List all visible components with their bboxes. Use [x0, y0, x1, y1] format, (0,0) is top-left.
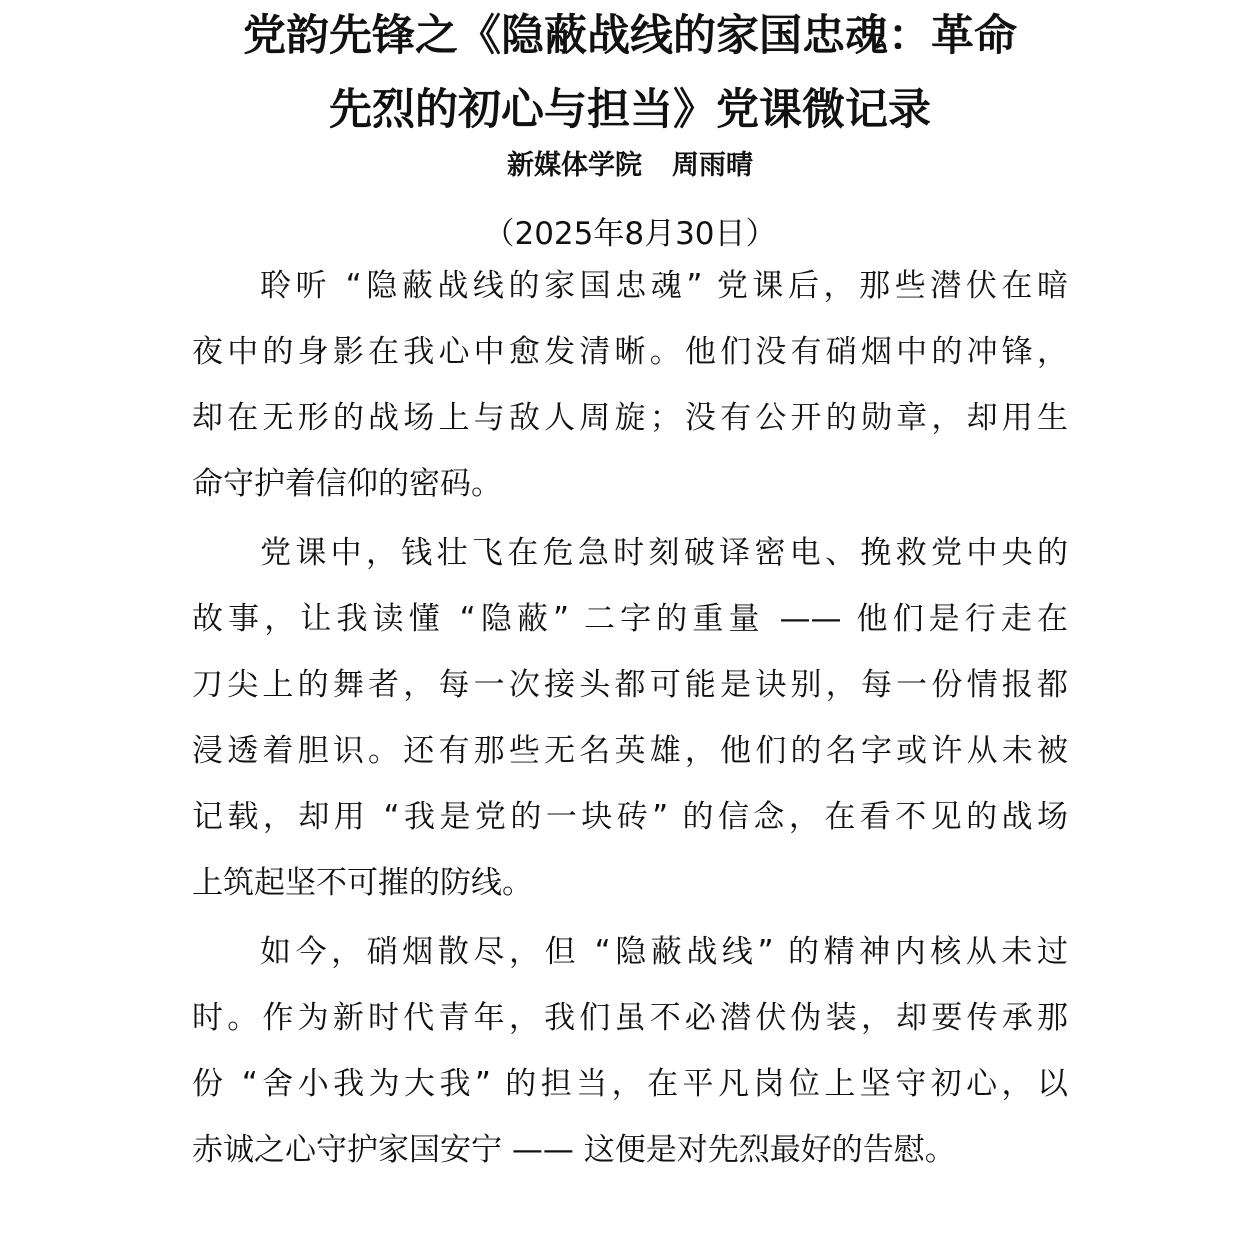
paragraph-2	[192, 520, 1068, 916]
paragraph-line: 命守护着信仰的密码。	[192, 466, 502, 502]
paragraph-line: 浸透着胆识。还有那些无名英雄，他们的名字或许从未被	[192, 733, 1068, 769]
paragraph-line: 却在无形的战场上与敌人周旋；没有公开的勋章，却用生	[192, 400, 1068, 436]
author-byline	[180, 146, 1080, 186]
paragraph-line: 份 “舍小我为大我” 的担当，在平凡岗位上坚守初心，以	[192, 1066, 1068, 1102]
paragraph-line: 党课中，钱壮飞在危急时刻破译密电、挽救党中央的	[260, 535, 1068, 571]
paragraph-line: 上筑起坚不可摧的防线。	[192, 865, 533, 901]
paragraph-line: 刀尖上的舞者，每一次接头都可能是诀别，每一份情报都	[192, 667, 1068, 703]
paragraph-line: 聆听 “隐蔽战线的家国忠魂” 党课后，那些潜伏在暗	[260, 268, 1068, 304]
paragraph-line: 赤诚之心守护家国安宁 —— 这便是对先烈最好的告慰。	[192, 1132, 956, 1168]
paragraph-3	[192, 919, 1068, 1183]
page-title-line-2: 先烈的初心与担当》党课微记录	[329, 85, 931, 135]
paragraph-line: 如今，硝烟散尽，但 “隐蔽战线” 的精神内核从未过	[260, 934, 1068, 970]
paragraph-line: 夜中的身影在我心中愈发清晰。他们没有硝烟中的冲锋，	[192, 334, 1068, 370]
author-name: 周雨晴	[672, 150, 753, 181]
paragraph-line: 时。作为新时代青年，我们虽不必潜伏伪装，却要传承那	[192, 1000, 1068, 1036]
paragraph-line: 记载，却用 “我是党的一块砖” 的信念，在看不见的战场	[192, 799, 1068, 835]
author-college: 新媒体学院	[507, 150, 642, 181]
paragraph-1	[192, 253, 1068, 517]
paragraph-line: 故事，让我读懂 “隐蔽” 二字的重量 —— 他们是行走在	[192, 601, 1068, 637]
record-date: （2025年8月30日）	[483, 216, 777, 252]
page-title-line-1: 党韵先锋之《隐蔽战线的家国忠魂：革命	[243, 11, 1017, 61]
